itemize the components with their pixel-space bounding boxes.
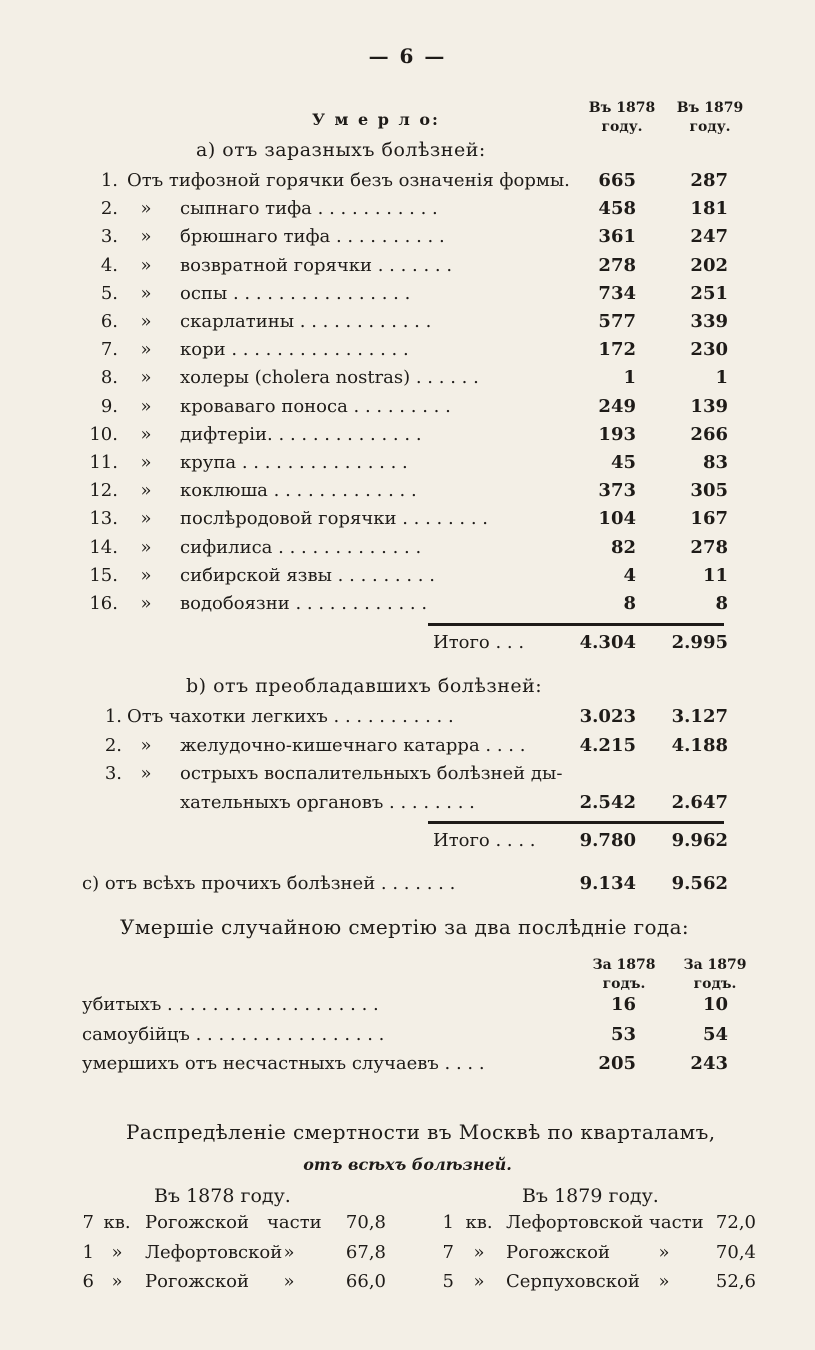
disease-row [0,226,815,254]
disease-row [0,593,815,621]
value-1879: 139 [690,395,728,417]
disease-row [0,452,815,480]
right-mortality-value: 72,0 [715,1212,756,1233]
right-quarter-number: 7 [442,1241,454,1263]
total-rule-b [428,821,724,824]
value-1878: 577 [598,311,636,332]
accidental-row [0,1024,815,1052]
left-district-name: Лефортовской [145,1241,283,1263]
column-header-1878: Въ 1878 году. [588,100,656,135]
section-b-title: b) отъ преобладавшихъ болѣзней: [186,675,543,697]
disease-label: холеры (cholera nostras) . . . . . . [180,367,479,389]
row-index: 13. [89,508,118,530]
column-header-1879: Въ 1879 году. [676,100,744,135]
disease-row [0,480,815,508]
disease-label: коклюша . . . . . . . . . . . . . [180,480,417,502]
value-1878: 172 [598,339,636,361]
total-row-b: Итого . . . . 9.780 9.962 [433,830,728,851]
ditto-mark: » [140,593,152,614]
value-1879: 181 [690,198,728,220]
value-1878: 16 [610,994,636,1015]
value-1879: 83 [702,452,728,473]
disease-row [0,367,815,395]
ditto-mark: » [140,282,152,304]
value-1879: 8 [715,593,728,614]
disease-row [0,311,815,339]
disease-label: сибирской язвы . . . . . . . . . [180,564,435,586]
value-1879: 11 [702,564,728,586]
left-quarter-abbr: кв. [103,1212,131,1233]
section-c-row: c) отъ всѣхъ прочихъ болѣзней . . . . . . . 9.134 9.562 [82,873,728,894]
disease-label: Отъ тифозной горячки безъ означенія формы. [127,170,570,191]
value-1879: 202 [690,254,728,276]
row-index: 4. [100,254,118,276]
disease-row [0,170,815,198]
right-mortality-value: 52,6 [715,1271,756,1292]
ditto-mark: » [140,452,152,473]
disease-label: оспы . . . . . . . . . . . . . . . . [180,282,411,304]
accidental-title: Умершіе случайною смертію за два послѣдніе года: [120,915,690,939]
left-quarter-abbr: » [111,1241,123,1263]
ditto-mark: » [140,311,152,332]
value-1879: 287 [690,170,728,191]
value-1878: 665 [598,170,636,191]
value-1879: 251 [690,282,728,304]
disease-row [0,537,815,565]
left-mortality-value: 66,0 [345,1271,386,1292]
value-1879: 278 [690,536,728,558]
row-index: 7. [100,339,118,361]
left-part-label: части [267,1212,322,1233]
ditto-mark: » [140,480,152,502]
ditto-mark: » [140,395,152,417]
row-index: 16. [89,593,118,614]
value-1879: 10 [702,994,728,1015]
disease-row [0,255,815,283]
accidental-header-1879: За 1879 годъ. [683,957,747,992]
section-b-row-2: 2. » желудочно-кишечнаго катарра . . . . 4.215 4.188 [104,735,728,756]
accidental-row [0,1053,815,1081]
distribution-right-heading: Въ 1879 году. [522,1185,659,1207]
row-index: 3. [100,226,118,248]
value-1879: 230 [690,339,728,361]
row-index: 11. [89,452,118,473]
row-index: 9. [100,395,118,417]
disease-row [0,424,815,452]
value-1879: 243 [690,1053,728,1074]
value-1879: 305 [690,480,728,502]
disease-row [0,283,815,311]
right-quarter-number: 1 [442,1212,454,1233]
disease-label: кроваваго поноса . . . . . . . . . [180,395,451,417]
row-index: 2. [100,198,118,220]
total-label: Итого . . . [433,632,525,653]
row-index: 14. [89,536,118,558]
left-quarter-abbr: » [111,1271,123,1292]
value-1878: 53 [610,1023,636,1045]
disease-label: сифилиса . . . . . . . . . . . . . [180,536,422,558]
page-number: — 6 — [368,44,447,68]
row-index: 10. [89,423,118,445]
section-b-row-3-cont: хательныхъ органовъ . . . . . . . . 2.542 2.647 [180,792,728,813]
value-1878: 278 [598,254,636,276]
ditto-mark: » [140,508,152,530]
row-index: 12. [89,480,118,502]
row-index: 5. [100,282,118,304]
disease-label: кори . . . . . . . . . . . . . . . . [180,339,409,361]
left-mortality-value: 70,8 [345,1212,386,1233]
section-a-title: a) отъ заразныхъ болѣзней: [196,139,486,161]
right-quarter-abbr: » [473,1241,485,1263]
left-district-name: Рогожской [145,1271,249,1292]
total-1878: 4.304 [579,632,636,653]
total-1879: 2.995 [671,632,728,653]
value-1879: 167 [690,508,728,530]
distribution-subtitle: отъ всѣхъ болѣзней. [303,1155,512,1174]
right-quarter-abbr: кв. [465,1212,493,1233]
ditto-mark: » [140,198,152,220]
right-mortality-value: 70,4 [715,1241,756,1263]
left-district-name: Рогожской [145,1212,249,1233]
value-1878: 45 [610,452,636,473]
row-index: 1. [100,170,118,191]
left-mortality-value: 67,8 [345,1241,386,1263]
disease-label: брюшнаго тифа . . . . . . . . . . [180,226,445,248]
left-quarter-number: 7 [82,1212,94,1233]
distribution-title: Распредѣленіе смертности въ Москвѣ по кварталамъ, [126,1120,716,1144]
value-1879: 266 [690,423,728,445]
disease-label: скарлатины . . . . . . . . . . . . [180,311,432,332]
value-1878: 205 [598,1053,636,1074]
right-quarter-number: 5 [442,1271,454,1292]
value-1879: 54 [702,1023,728,1045]
value-1878: 249 [598,395,636,417]
value-1879: 1 [715,367,728,389]
ditto-mark: » [140,226,152,248]
right-district-name: Рогожской [506,1241,610,1263]
section-b-row-1: 1. Отъ чахотки легкихъ . . . . . . . . . . . 3.023 3.127 [104,706,728,727]
value-1878: 458 [598,198,636,220]
accidental-header-1878: За 1878 годъ. [592,957,656,992]
accidental-row [0,994,815,1022]
value-1878: 82 [610,536,636,558]
value-1879: 339 [690,311,728,332]
ditto-mark: » [140,339,152,361]
disease-label: крупа . . . . . . . . . . . . . . . [180,452,408,473]
total-rule-a [428,623,724,626]
value-1878: 373 [598,480,636,502]
accidental-label: умершихъ отъ несчастныхъ случаевъ . . . . [82,1053,485,1074]
ditto-mark: » [140,423,152,445]
row-index: 6. [100,311,118,332]
value-1878: 104 [598,508,636,530]
value-1879: 247 [690,226,728,248]
value-1878: 4 [623,564,636,586]
disease-row [0,339,815,367]
value-1878: 1 [623,367,636,389]
left-quarter-number: 6 [82,1271,94,1292]
ditto-mark: » [140,254,152,276]
value-1878: 8 [623,593,636,614]
ditto-mark: » [140,564,152,586]
left-part-label: » [283,1271,295,1292]
disease-label: водобоязни . . . . . . . . . . . . [180,593,428,614]
right-quarter-abbr: » [473,1271,485,1292]
accidental-label: убитыхъ . . . . . . . . . . . . . . . . . . . [82,994,379,1015]
disease-row [0,396,815,424]
disease-label: дифтеріи. . . . . . . . . . . . . . [180,423,422,445]
disease-label: послѣродовой горячки . . . . . . . . [180,508,489,530]
right-district-name: Лефортовской части [506,1212,704,1233]
accidental-label: самоубійцъ . . . . . . . . . . . . . . . . . [82,1023,385,1045]
left-part-label: » [283,1241,295,1263]
row-index: 15. [89,564,118,586]
ditto-mark: » [140,367,152,389]
disease-label: возвратной горячки . . . . . . . [180,254,453,276]
row-index: 8. [100,367,118,389]
right-part-label: » [658,1241,670,1263]
value-1878: 734 [598,282,636,304]
left-quarter-number: 1 [82,1241,94,1263]
distribution-left-heading: Въ 1878 году. [154,1185,291,1207]
died-heading: У м е р л о: [312,110,440,129]
value-1878: 193 [598,423,636,445]
disease-row [0,565,815,593]
right-district-name: Серпуховской [506,1271,640,1292]
value-1878: 361 [598,226,636,248]
total-row-a [0,632,815,660]
disease-row [0,508,815,536]
right-part-label: » [658,1271,670,1292]
section-b-row-3: 3. » острыхъ воспалительныхъ болѣзней ды- [104,763,563,784]
ditto-mark: » [140,536,152,558]
disease-row [0,198,815,226]
disease-label: сыпнаго тифа . . . . . . . . . . . [180,198,438,220]
